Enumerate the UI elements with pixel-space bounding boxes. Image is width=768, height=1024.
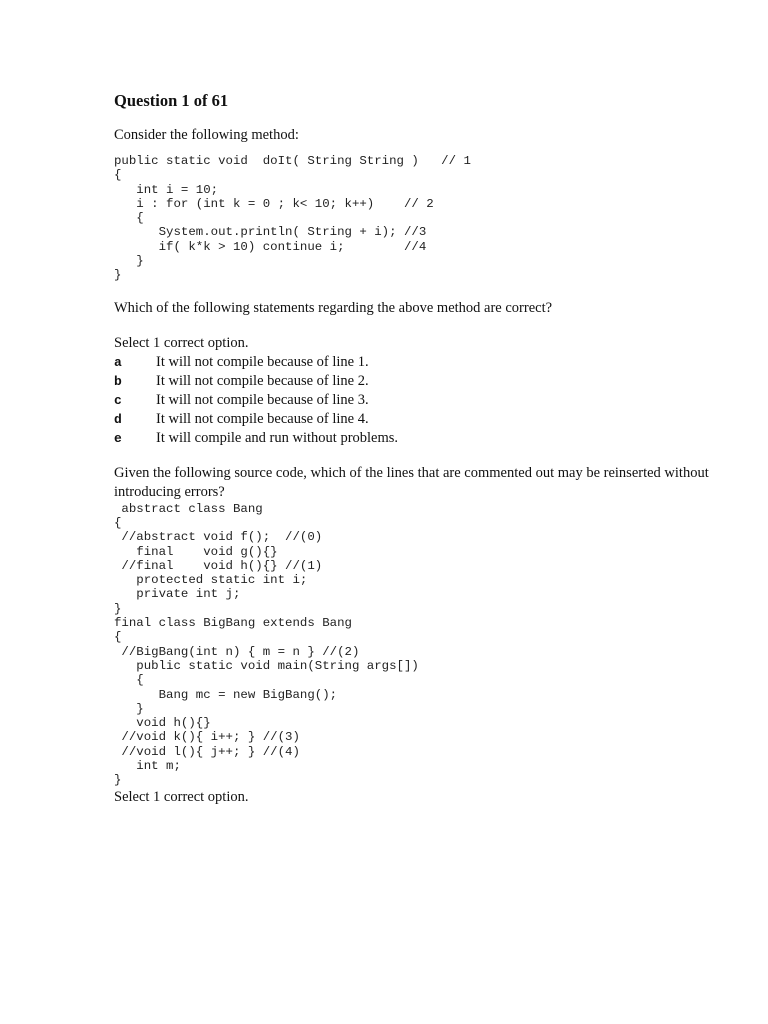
- option-letter: e: [114, 430, 122, 446]
- question-title: Question 1 of 61: [114, 91, 229, 110]
- option-letter: b: [114, 373, 122, 389]
- option-d[interactable]: [114, 410, 734, 429]
- option-a[interactable]: [114, 353, 734, 372]
- option-letter: a: [114, 354, 122, 370]
- code-line: //final void h(){} //(1): [114, 558, 323, 573]
- select-instruction: Select 1 correct option.: [114, 334, 249, 351]
- code-line: final void g(){}: [114, 544, 278, 559]
- code-line: {: [114, 211, 144, 226]
- code-line: {: [114, 168, 122, 183]
- code-line: void h(){}: [114, 716, 211, 731]
- code-line: }: [114, 268, 122, 283]
- code-line: private int j;: [114, 587, 241, 602]
- code-line: }: [114, 254, 144, 269]
- code-line: final class BigBang extends Bang: [114, 616, 352, 631]
- select-instruction-2: Select 1 correct option.: [114, 788, 249, 805]
- option-letter: d: [114, 411, 122, 427]
- option-text: It will not compile because of line 3.: [156, 391, 369, 408]
- option-text: It will compile and run without problems.: [156, 429, 399, 446]
- option-e[interactable]: [114, 429, 734, 448]
- option-text: It will not compile because of line 4.: [156, 410, 369, 427]
- option-text: It will not compile because of line 2.: [156, 372, 369, 389]
- code-line: //void l(){ j++; } //(4): [114, 744, 300, 759]
- document-page: [114, 90, 734, 807]
- code-line: //BigBang(int n) { m = n } //(2): [114, 644, 360, 659]
- code-line: System.out.println( String + i); //3: [114, 225, 427, 240]
- code-block-method: [114, 154, 734, 283]
- code-line: //abstract void f(); //(0): [114, 530, 323, 545]
- code-line: Bang mc = new BigBang();: [114, 687, 338, 702]
- code-line: int m;: [114, 759, 181, 774]
- code-line: public static void main(String args[]): [114, 658, 419, 673]
- code-line: protected static int i;: [114, 573, 308, 588]
- answer-options: [114, 353, 734, 448]
- option-c[interactable]: [114, 391, 734, 410]
- question-intro: Consider the following method:: [114, 127, 299, 143]
- question2-intro: Given the following source code, which of the lines that are commented out may be reinserted without introducing errors?: [114, 464, 709, 500]
- code-line: }: [114, 773, 122, 788]
- option-text: It will not compile because of line 1.: [156, 353, 369, 370]
- code-line: {: [114, 673, 144, 688]
- code-line: }: [114, 701, 144, 716]
- code-line: if( k*k > 10) continue i; //4: [114, 239, 427, 254]
- code-line: {: [114, 630, 122, 645]
- code-line: }: [114, 601, 122, 616]
- option-letter: c: [114, 392, 122, 408]
- code-line: //void k(){ i++; } //(3): [114, 730, 300, 745]
- option-b[interactable]: [114, 372, 734, 391]
- code-line: public static void doIt( String String ) // 1: [114, 154, 471, 168]
- code-line: int i = 10;: [114, 182, 219, 197]
- code-line: i : for (int k = 0 ; k< 10; k++) // 2: [114, 196, 434, 211]
- code-block-classes: [114, 502, 734, 788]
- question-prompt: Which of the following statements regarding the above method are correct?: [114, 299, 553, 316]
- code-line: {: [114, 515, 122, 530]
- code-line: abstract class Bang: [114, 501, 263, 516]
